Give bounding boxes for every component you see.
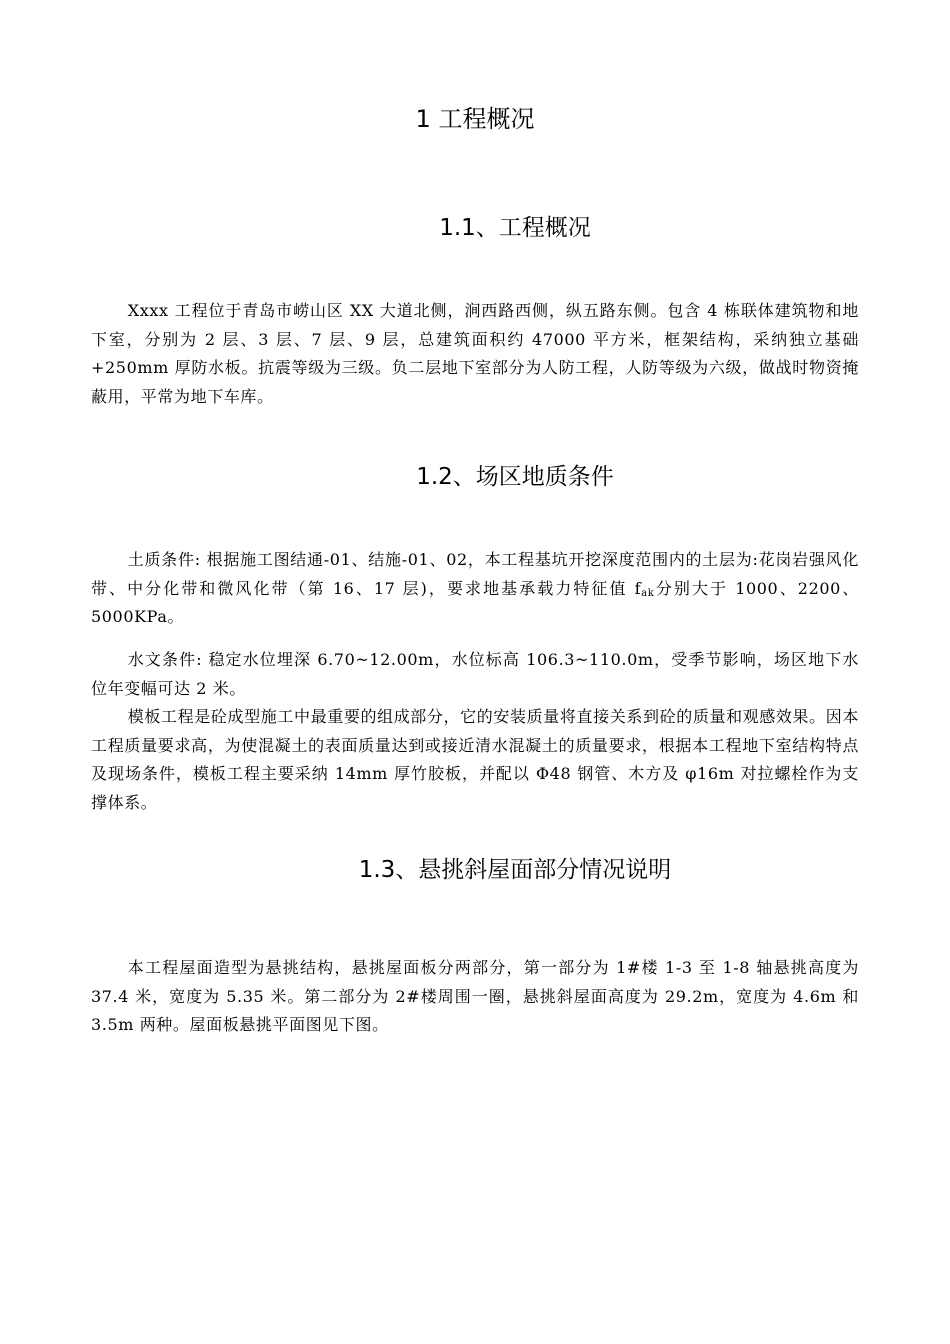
section-heading-1-3: 1.3、悬挑斜屋面部分情况说明 [358,857,672,883]
section-heading-1-2: 1.2、场区地质条件 [416,464,614,490]
soil-text-end: 分别大于 1000、2200、5000KPa。 [91,578,859,626]
section-1-1-paragraph: Xxxx 工程位于青岛市崂山区 XX 大道北侧，涧西路西侧，纵五路东侧。包含 4 栋联体建筑物和地下室，分别为 2 层、3 层、7 层、9 层，总建筑面积约 47000 平方米，框架结构，采纳独立基础+250mm 厚防水板。抗震等级为三级。负二层地下室部分为人防工程，人防等级为六级，做战时物资掩蔽用，平常为地下车库。 [91,301,859,406]
hydrology-paragraph: 水文条件: 稳定水位埋深 6.70~12.00m，水位标高 106.3~110.0m，受季节影响，场区地下水位年变幅可达 2 米。 [91,650,859,698]
section-heading-1-1: 1.1、工程概况 [439,215,591,241]
formwork-paragraph: 模板工程是砼成型施工中最重要的组成部分，它的安装质量将直接关系到砼的质量和观感效果。因本工程质量要求高，为使混凝土的表面质量达到或接近清水混凝土的质量要求，根据本工程地下室结构特点及现场条件，模板工程主要采纳 14mm 厚竹胶板，并配以 Φ48 钢管、木方及 φ16m 对拉螺栓作为支撑体系。 [91,707,859,812]
soil-text-subscript: ak [641,587,655,599]
soil-conditions-paragraph [91,546,859,632]
section-1-3-paragraph: 本工程屋面造型为悬挑结构，悬挑屋面板分两部分，第一部分为 1#楼 1-3 至 1-8 轴悬挑高度为 37.4 米，宽度为 5.35 米。第二部分为 2#楼周围一圈，悬挑斜屋面高度为 29.2m，宽度为 4.6m 和 3.5m 两种。屋面板悬挑平面图见下图。 [91,958,859,1034]
chapter-title: 1 工程概况 [415,105,535,133]
soil-text-start: 土质条件: 根据施工图结通-01、结施-01、02，本工程基坑开挖深度范围内的土层为:花岗岩强风化带、中分化带和微风化带（第 16、17 层)，要求地基承载力特征值 f [91,550,859,598]
